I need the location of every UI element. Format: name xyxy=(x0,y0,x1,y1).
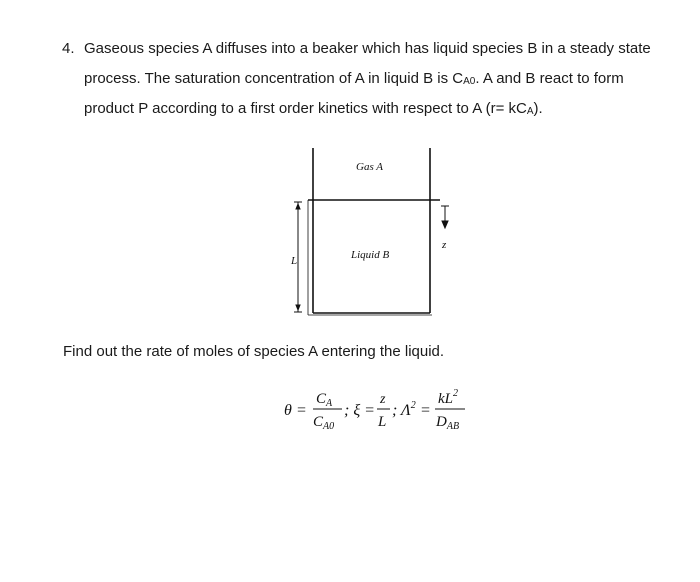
problem-line-2: process. The saturation concentration of A in liquid B is $C_{A0}$. A and B react to form xyxy=(84,70,624,87)
length-label: L xyxy=(291,255,298,267)
z-label: z xyxy=(442,239,447,251)
dimensionless-equation xyxy=(284,388,465,432)
lambda-definition: ; $\Lambda^2$ xyxy=(392,400,416,419)
frac3-denominator: $D_{AB}$ xyxy=(436,414,460,432)
problem-line-3: product P according to a first order kinetics with respect to A $(r= kC_A)$. xyxy=(84,100,543,117)
theta-symbol: θ xyxy=(284,402,292,419)
problem-line-1: Gaseous species A diffuses into a beaker which has liquid species B in a steady state xyxy=(84,40,651,57)
liquid-label: Liquid B xyxy=(351,249,390,261)
frac1-denominator: $C_{A0}$ xyxy=(313,414,335,432)
frac1-numerator: $C_A$ xyxy=(316,391,333,409)
gas-label: Gas A xyxy=(356,161,383,173)
frac3-numerator: $kL^2$ xyxy=(438,388,458,407)
frac2-numerator: z xyxy=(380,392,386,407)
frac2-denominator: L xyxy=(378,414,387,430)
xi-definition: ; ξ = xyxy=(344,402,375,419)
equals-1: = xyxy=(297,402,307,419)
equals-3: = xyxy=(421,402,431,419)
question-text: Find out the rate of moles of species A entering the liquid. xyxy=(63,343,445,360)
problem-number: 4. xyxy=(62,40,75,57)
z-arrow xyxy=(441,206,449,228)
